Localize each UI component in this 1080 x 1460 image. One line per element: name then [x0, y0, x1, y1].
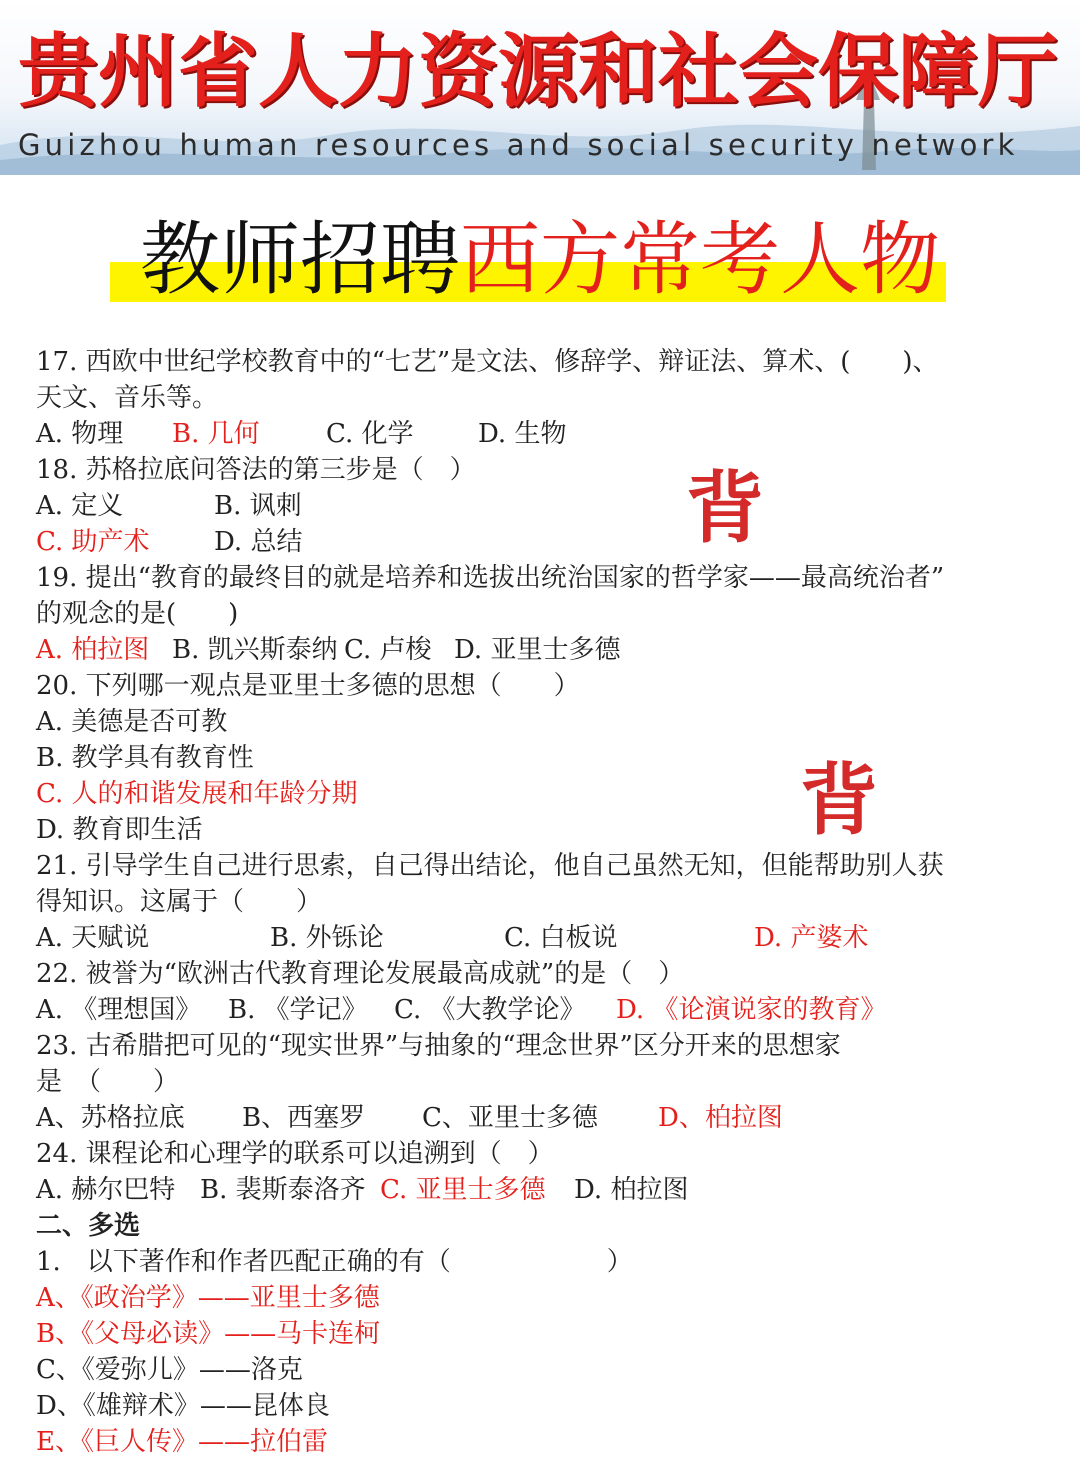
question-stem: 19. 提出“教育的最终目的就是培养和选拔出统治国家的哲学家——最高统治者”: [36, 563, 945, 593]
question-stem-cont: 得知识。这属于（ ）: [36, 887, 323, 917]
banner-title: 贵州省人力资源和社会保障厅: [18, 25, 1058, 118]
option-c: C. 化学: [326, 419, 414, 449]
section-heading: 二、多选: [36, 1211, 141, 1241]
option-d: D. 柏拉图: [574, 1175, 689, 1205]
question-options: [36, 992, 1046, 1028]
option-a: A、苏格拉底: [36, 1103, 185, 1133]
question-stem: 24. 课程论和心理学的联系可以追溯到（ ）: [36, 1139, 554, 1169]
option-a: A. 天赋说: [36, 923, 150, 953]
option-a: A. 定义: [36, 491, 124, 521]
banner-subtitle: Guizhou human resources and social security network: [18, 128, 1019, 162]
question-stem-cont: 天文、音乐等。: [36, 383, 219, 413]
option-c-answer: C. 助产术: [36, 527, 150, 557]
question-stem-cont: 是 （ ）: [36, 1067, 180, 1097]
memorize-stamp: 背: [686, 464, 765, 554]
option-a: A. 物理: [36, 419, 124, 449]
option-c: C. 白板说: [504, 923, 618, 953]
option-d-answer: D. 《论演说家的教育》: [616, 995, 887, 1025]
option-c-answer: C. 人的和谐发展和年龄分期: [36, 779, 358, 809]
option-a-answer: A、《政治学》——亚里士多德: [36, 1283, 380, 1313]
question-options: [36, 524, 1046, 560]
option-c-answer: C. 亚里士多德: [380, 1175, 546, 1205]
question-options: [36, 1100, 1046, 1136]
question-stem: 22. 被誉为“欧洲古代教育理论发展最高成就”的是（ ）: [36, 959, 685, 989]
option-b: B. 《学记》: [228, 995, 368, 1025]
question-stem: 20. 下列哪一观点是亚里士多德的思想（ ）: [36, 671, 580, 701]
question-stem-cont: 的观念的是( ): [36, 599, 239, 629]
option-e-answer: E、《巨人传》——拉伯雷: [36, 1427, 328, 1457]
option-d: D. 教育即生活: [36, 815, 203, 845]
option-b-answer: B. 几何: [172, 419, 260, 449]
header-banner: [0, 0, 1080, 175]
option-b: B. 凯兴斯泰纳: [172, 635, 338, 665]
question-stem: 17. 西欧中世纪学校教育中的“七艺”是文法、修辞学、辩证法、算术、( )、: [36, 347, 939, 377]
option-d: D. 总结: [214, 527, 303, 557]
option-b: B. 教学具有教育性: [36, 743, 254, 773]
option-d: D. 生物: [478, 419, 567, 449]
option-b: B. 讽刺: [214, 491, 302, 521]
question-options: [36, 488, 1046, 524]
option-b-answer: B、《父母必读》——马卡连柯: [36, 1319, 381, 1349]
option-d-answer: D、柏拉图: [658, 1103, 783, 1133]
question-stem: 18. 苏格拉底问答法的第三步是（ ）: [36, 455, 476, 485]
option-c: C. 卢梭: [344, 635, 432, 665]
question-list: [36, 344, 1046, 1460]
question-options: [36, 920, 1046, 956]
option-c: C、《爱弥儿》——洛克: [36, 1355, 303, 1385]
memorize-stamp: 背: [800, 756, 879, 846]
question-options: [36, 1172, 1046, 1208]
option-d-answer: D. 产婆术: [754, 923, 869, 953]
option-a: A. 《理想国》: [36, 995, 202, 1025]
option-d: D. 亚里士多德: [454, 635, 621, 665]
page-title: [0, 212, 1080, 307]
question-stem: 1. 以下著作和作者匹配正确的有（ ）: [36, 1247, 633, 1277]
option-c: C. 《大教学论》: [394, 995, 586, 1025]
option-c: C、亚里士多德: [422, 1103, 598, 1133]
option-b: B、西塞罗: [242, 1103, 366, 1133]
question-stem: 23. 古希腊把可见的“现实世界”与抽象的“理念世界”区分开来的思想家: [36, 1031, 841, 1061]
page-title-part2: 西方常考人物: [460, 213, 940, 306]
option-a-answer: A. 柏拉图: [36, 635, 150, 665]
question-options: [36, 632, 1046, 668]
page-title-part1: 教师招聘: [140, 213, 460, 306]
question-stem: 21. 引导学生自己进行思索，自己得出结论，他自己虽然无知，但能帮助别人获: [36, 851, 944, 881]
question-options: [36, 416, 1046, 452]
option-b: B. 裴斯泰洛齐: [200, 1175, 366, 1205]
option-b: B. 外铄论: [270, 923, 384, 953]
option-a: A. 赫尔巴特: [36, 1175, 176, 1205]
option-d: D、《雄辩术》——昆体良: [36, 1391, 330, 1421]
option-a: A. 美德是否可教: [36, 707, 228, 737]
